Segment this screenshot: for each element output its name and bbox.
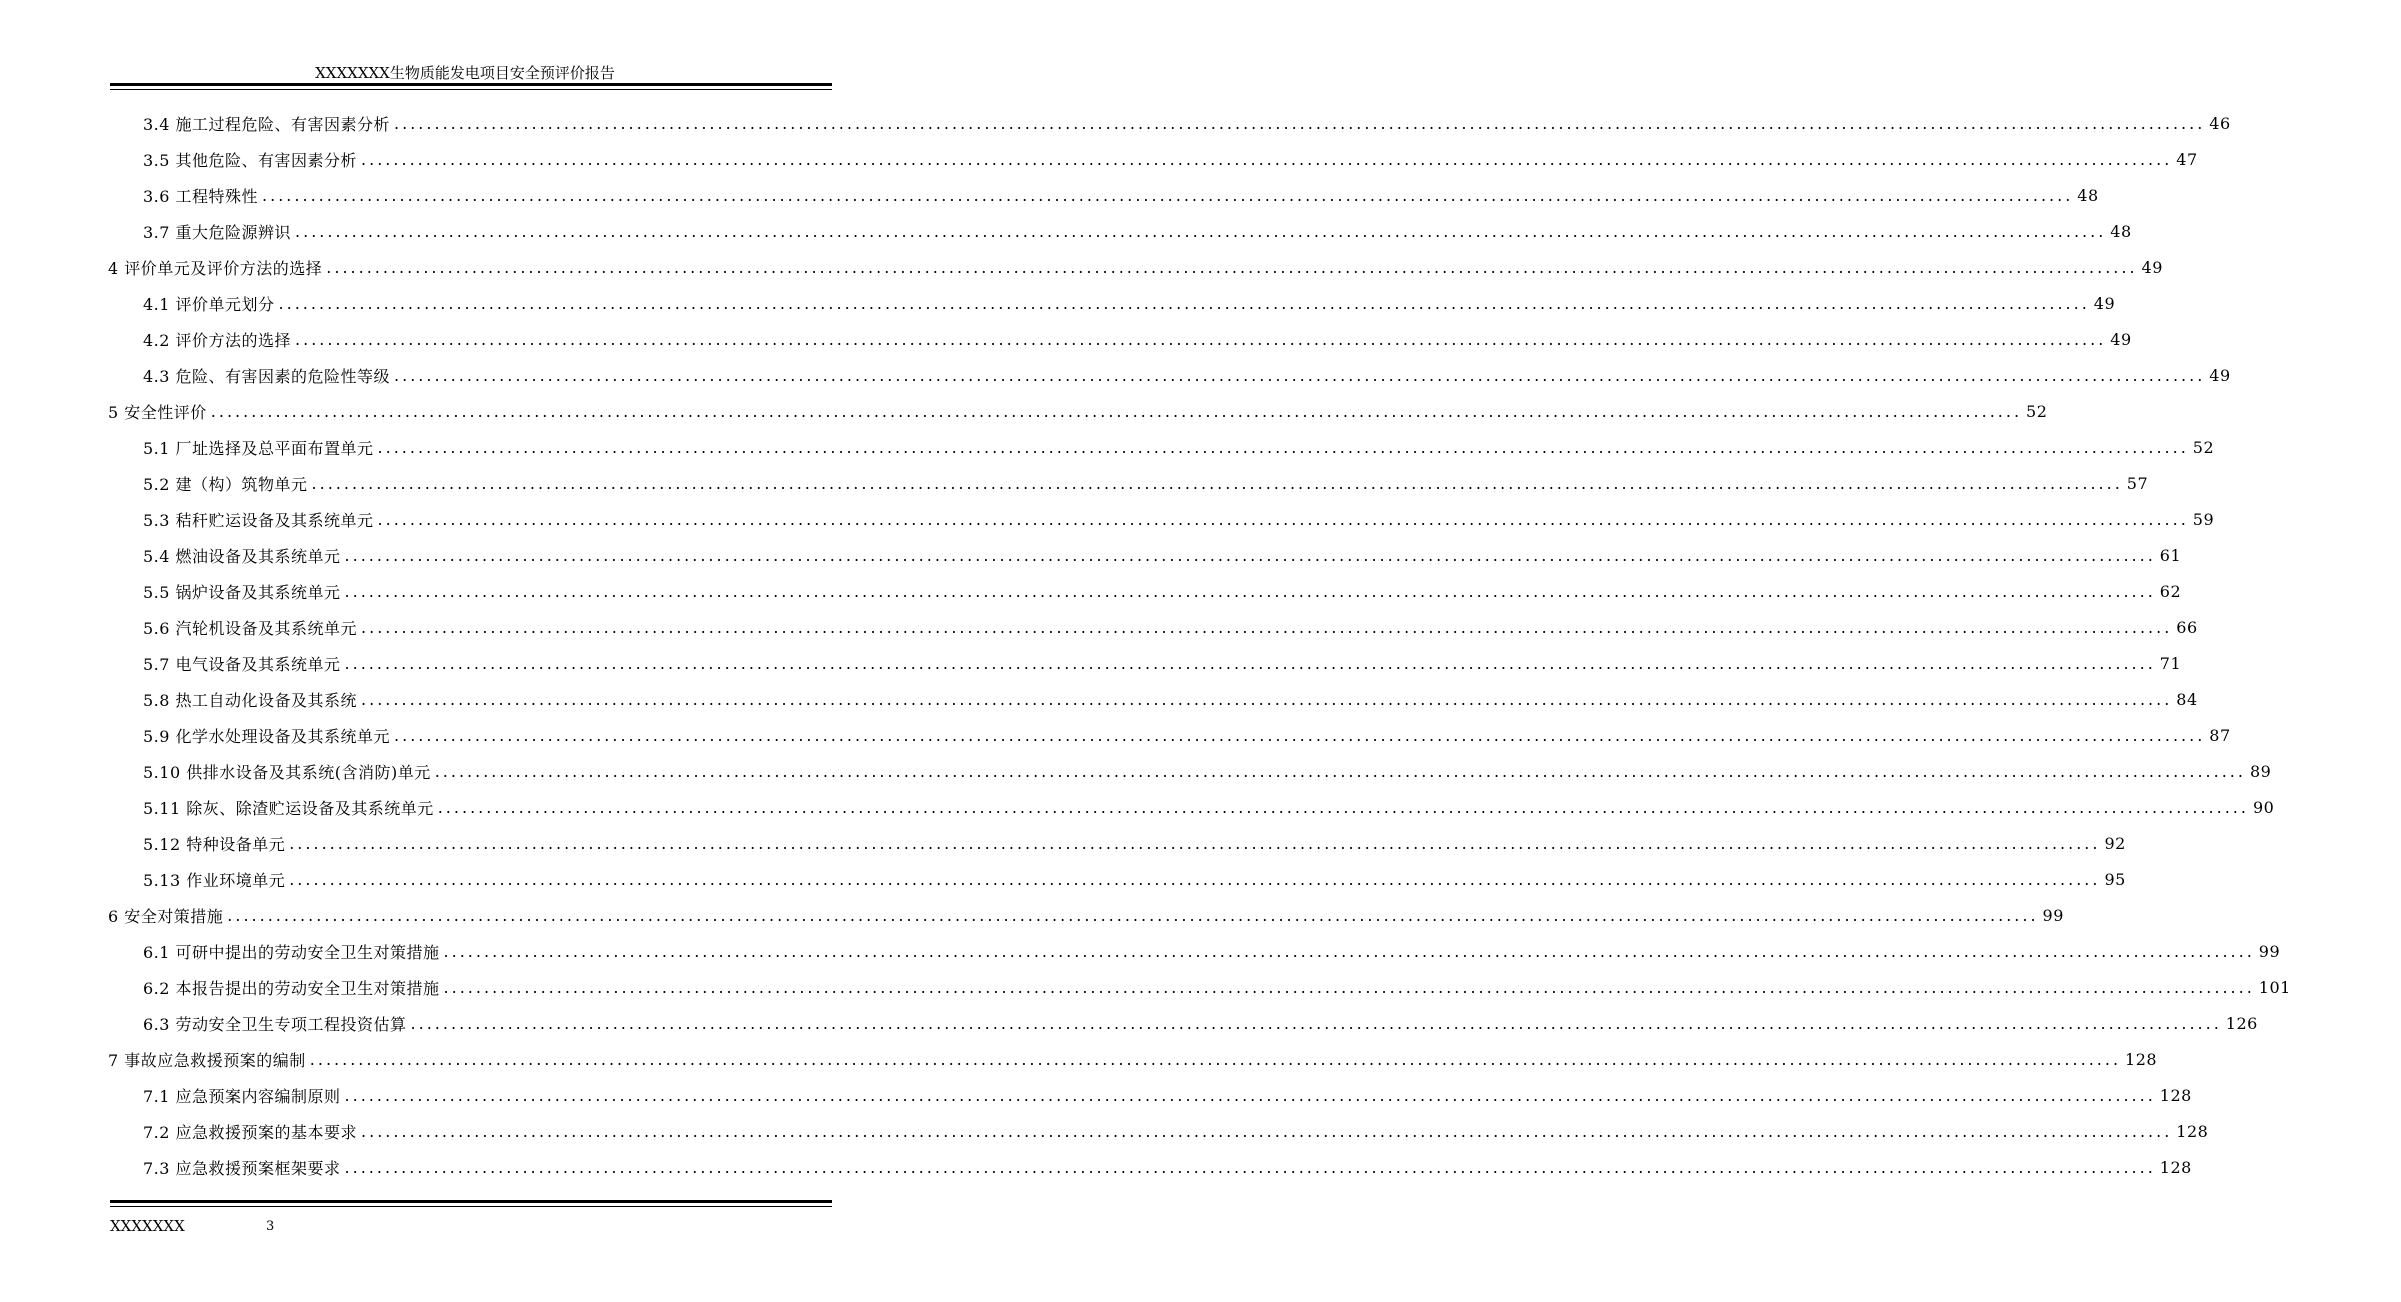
- toc-dot-leader: ................................................................................................................................................................................................................................: [309, 1049, 2122, 1069]
- toc-entry[interactable]: [0, 825, 2126, 861]
- toc-entry[interactable]: [0, 933, 2281, 969]
- toc-entry-title: 3.4 施工过程危险、有害因素分析: [143, 114, 391, 134]
- toc-dot-leader: ................................................................................................................................................................................................................................: [344, 1085, 2156, 1105]
- toc-entry-title: 3.5 其他危险、有害因素分析: [143, 150, 358, 170]
- toc-entry[interactable]: [0, 393, 2048, 429]
- toc-entry-title: 4.3 危险、有害因素的危险性等级: [143, 366, 391, 386]
- toc-entry[interactable]: [0, 753, 2272, 789]
- footer-project-code: XXXXXXX: [110, 1217, 185, 1235]
- toc-entry-page: 92: [2104, 833, 2126, 853]
- toc-entry-title: 5.10 供排水设备及其系统(含消防)单元: [143, 762, 431, 782]
- toc-entry[interactable]: [0, 249, 2163, 285]
- toc-entry[interactable]: [0, 717, 2231, 753]
- toc-entry[interactable]: [0, 177, 2099, 213]
- toc-entry-title: 5.1 厂址选择及总平面布置单元: [143, 438, 374, 458]
- toc-entry[interactable]: [0, 537, 2182, 573]
- toc-dot-leader: ................................................................................................................................................................................................................................: [410, 1013, 2222, 1033]
- toc-entry-title: 4.2 评价方法的选择: [143, 330, 292, 350]
- toc-entry-title: 5.6 汽轮机设备及其系统单元: [143, 618, 358, 638]
- toc-entry[interactable]: [0, 969, 2291, 1005]
- toc-entry[interactable]: [0, 861, 2126, 897]
- toc-entry-title: 5.11 除灰、除渣贮运设备及其系统单元: [143, 798, 434, 818]
- toc-entry-page: 126: [2225, 1013, 2258, 1033]
- toc-entry-title: 5.7 电气设备及其系统单元: [143, 654, 341, 674]
- toc-entry-title: 4 评价单元及评价方法的选择: [108, 258, 323, 278]
- toc-entry[interactable]: [0, 285, 2116, 321]
- header-rule-thick: [110, 83, 832, 86]
- toc-dot-leader: ................................................................................................................................................................................................................................: [394, 725, 2206, 745]
- toc-dot-leader: ................................................................................................................................................................................................................................: [361, 617, 2173, 637]
- toc-entry-title: 6 安全对策措施: [108, 906, 224, 926]
- toc-entry-page: 84: [2176, 689, 2198, 709]
- toc-dot-leader: ................................................................................................................................................................................................................................: [344, 545, 2156, 565]
- toc-entry[interactable]: [0, 321, 2132, 357]
- toc-entry-title: 6.3 劳动安全卫生专项工程投资估算: [143, 1014, 407, 1034]
- toc-dot-leader: ................................................................................................................................................................................................................................: [377, 509, 2189, 529]
- toc-dot-leader: ................................................................................................................................................................................................................................: [437, 797, 2249, 817]
- toc-entry-title: 6.1 可研中提出的劳动安全卫生对策措施: [143, 942, 440, 962]
- toc-entry-page: 49: [2209, 365, 2231, 385]
- toc-dot-leader: ................................................................................................................................................................................................................................: [443, 977, 2255, 997]
- toc-entry-title: 5.13 作业环境单元: [143, 870, 286, 890]
- toc-entry-title: 3.7 重大危险源辨识: [143, 222, 292, 242]
- toc-entry[interactable]: [0, 501, 2215, 537]
- toc-entry[interactable]: [0, 465, 2149, 501]
- toc-entry-page: 48: [2110, 221, 2132, 241]
- toc-entry-page: 101: [2258, 977, 2291, 997]
- toc-entry-page: 49: [2110, 329, 2132, 349]
- toc-entry-title: 5.2 建（构）筑物单元: [143, 474, 308, 494]
- toc-entry-title: 5.9 化学水处理设备及其系统单元: [143, 726, 391, 746]
- toc-entry[interactable]: [0, 1149, 2192, 1185]
- footer-rule-thick: [110, 1200, 832, 1203]
- header-rule-thin: [110, 89, 832, 90]
- toc-entry[interactable]: [0, 213, 2132, 249]
- toc-entry-title: 5 安全性评价: [108, 402, 207, 422]
- toc-entry-title: 7.1 应急预案内容编制原则: [143, 1086, 341, 1106]
- toc-entry-page: 99: [2042, 905, 2064, 925]
- toc-entry-title: 6.2 本报告提出的劳动安全卫生对策措施: [143, 978, 440, 998]
- toc-dot-leader: ................................................................................................................................................................................................................................: [344, 1157, 2156, 1177]
- toc-entry-page: 61: [2159, 545, 2182, 565]
- toc-entry-page: 57: [2126, 473, 2149, 493]
- toc-entry[interactable]: [0, 429, 2215, 465]
- toc-entry[interactable]: [0, 357, 2231, 393]
- toc-dot-leader: ................................................................................................................................................................................................................................: [326, 257, 2138, 277]
- toc-dot-leader: ................................................................................................................................................................................................................................: [377, 437, 2189, 457]
- toc-entry-page: 128: [2176, 1121, 2209, 1141]
- toc-entry-page: 49: [2093, 293, 2116, 313]
- toc-entry-page: 90: [2252, 797, 2275, 817]
- toc-entry[interactable]: [0, 1041, 2158, 1077]
- toc-dot-leader: ................................................................................................................................................................................................................................: [394, 113, 2206, 133]
- toc-entry-page: 47: [2176, 149, 2198, 169]
- toc-entry-title: 4.1 评价单元划分: [143, 294, 275, 314]
- toc-entry-page: 48: [2077, 185, 2099, 205]
- toc-dot-leader: ................................................................................................................................................................................................................................: [344, 581, 2156, 601]
- toc-entry-title: 5.8 热工自动化设备及其系统: [143, 690, 358, 710]
- toc-dot-leader: ................................................................................................................................................................................................................................: [289, 869, 2101, 889]
- footer-page-number: 3: [266, 1219, 275, 1234]
- toc-entry-page: 59: [2192, 509, 2215, 529]
- toc-entry-page: 128: [2125, 1049, 2158, 1069]
- toc-entry-page: 89: [2249, 761, 2272, 781]
- toc-dot-leader: ................................................................................................................................................................................................................................: [361, 1121, 2173, 1141]
- toc-entry[interactable]: [0, 105, 2231, 141]
- toc-entry-title: 7 事故应急救援预案的编制: [108, 1050, 306, 1070]
- toc-entry-page: 62: [2159, 581, 2182, 601]
- toc-dot-leader: ................................................................................................................................................................................................................................: [262, 185, 2074, 205]
- toc-entry[interactable]: [0, 681, 2198, 717]
- toc-entry[interactable]: [0, 1005, 2258, 1041]
- toc-entry-page: 95: [2104, 869, 2126, 889]
- toc-entry-page: 128: [2159, 1085, 2192, 1105]
- toc-dot-leader: ................................................................................................................................................................................................................................: [289, 833, 2101, 853]
- toc-entry-title: 5.3 秸秆贮运设备及其系统单元: [143, 510, 374, 530]
- toc-dot-leader: ................................................................................................................................................................................................................................: [210, 401, 2023, 421]
- table-of-contents: [0, 105, 2291, 1185]
- toc-entry[interactable]: [0, 609, 2198, 645]
- toc-entry[interactable]: [0, 897, 2064, 933]
- toc-entry[interactable]: [0, 789, 2275, 825]
- document-title: XXXXXXX生物质能发电项目安全预评价报告: [315, 64, 615, 82]
- toc-dot-leader: ................................................................................................................................................................................................................................: [311, 473, 2123, 493]
- toc-entry-page: 128: [2159, 1157, 2192, 1177]
- toc-entry-page: 46: [2209, 113, 2231, 133]
- toc-dot-leader: ................................................................................................................................................................................................................................: [227, 905, 2039, 925]
- toc-entry-page: 52: [2026, 401, 2048, 421]
- toc-dot-leader: ................................................................................................................................................................................................................................: [361, 149, 2173, 169]
- toc-dot-leader: ................................................................................................................................................................................................................................: [295, 329, 2107, 349]
- toc-entry-page: 66: [2176, 617, 2198, 637]
- toc-dot-leader: ................................................................................................................................................................................................................................: [361, 689, 2173, 709]
- toc-entry[interactable]: [0, 1077, 2192, 1113]
- toc-entry-title: 7.3 应急救援预案框架要求: [143, 1158, 341, 1178]
- toc-entry-page: 71: [2159, 653, 2182, 673]
- toc-entry[interactable]: [0, 141, 2198, 177]
- toc-entry-title: 5.5 锅炉设备及其系统单元: [143, 582, 341, 602]
- toc-entry-page: 87: [2209, 725, 2231, 745]
- toc-entry-title: 3.6 工程特殊性: [143, 186, 259, 206]
- toc-entry-title: 7.2 应急救援预案的基本要求: [143, 1122, 358, 1142]
- toc-entry-page: 49: [2141, 257, 2163, 277]
- toc-dot-leader: ................................................................................................................................................................................................................................: [443, 941, 2255, 961]
- toc-entry[interactable]: [0, 573, 2182, 609]
- toc-dot-leader: ................................................................................................................................................................................................................................: [295, 221, 2107, 241]
- toc-dot-leader: ................................................................................................................................................................................................................................: [278, 293, 2090, 313]
- toc-entry-page: 52: [2192, 437, 2215, 457]
- toc-entry-title: 5.12 特种设备单元: [143, 834, 286, 854]
- toc-entry[interactable]: [0, 1113, 2209, 1149]
- toc-entry-page: 99: [2258, 941, 2281, 961]
- toc-entry-title: 5.4 燃油设备及其系统单元: [143, 546, 341, 566]
- toc-dot-leader: ................................................................................................................................................................................................................................: [394, 365, 2206, 385]
- toc-dot-leader: ................................................................................................................................................................................................................................: [344, 653, 2156, 673]
- toc-entry[interactable]: [0, 645, 2182, 681]
- toc-dot-leader: ................................................................................................................................................................................................................................: [434, 761, 2246, 781]
- footer-rule-thin: [110, 1206, 832, 1207]
